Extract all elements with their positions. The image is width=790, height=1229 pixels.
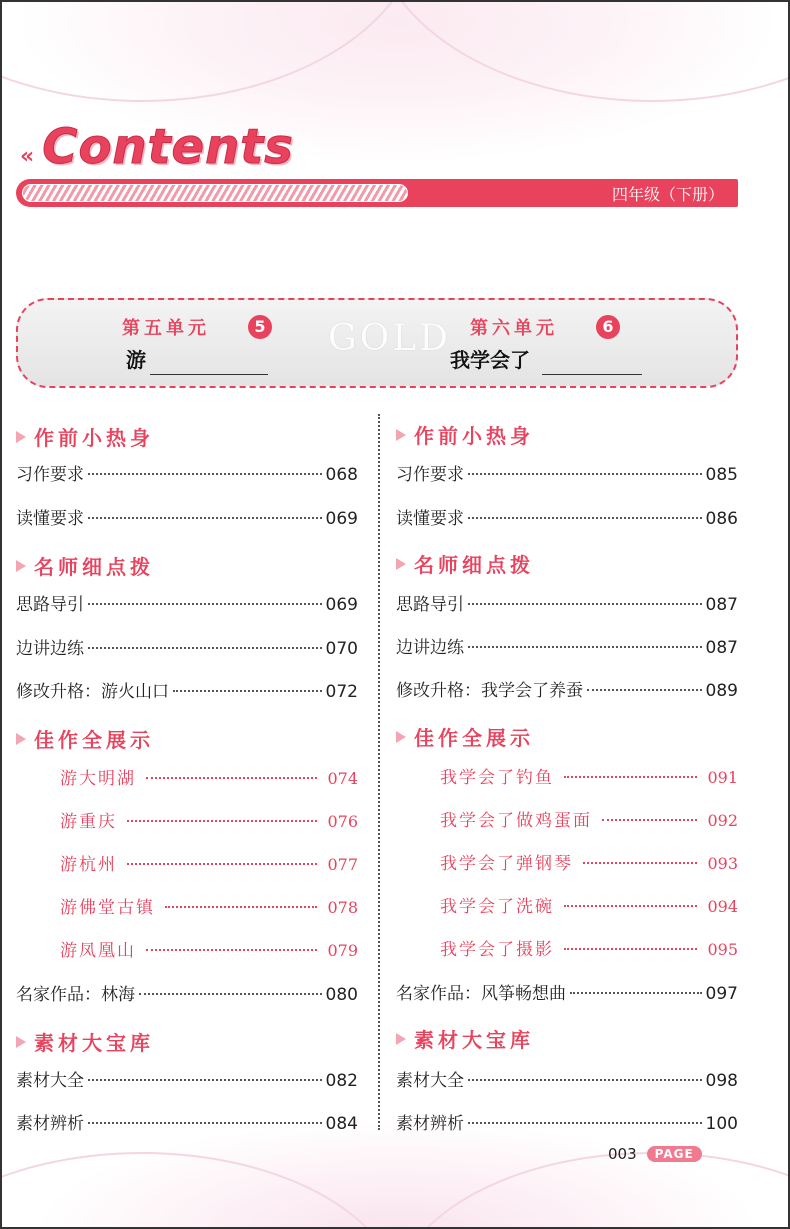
section-heading: 名师细点拨: [396, 549, 534, 578]
triangle-bullet-icon: [396, 429, 406, 441]
page-number: 003: [608, 1145, 637, 1163]
decorative-arc: [0, 0, 422, 102]
header-bar: [16, 179, 738, 207]
toc-entry[interactable]: 边讲边练 070: [16, 639, 358, 659]
toc-subentry[interactable]: 游大明湖 074: [60, 769, 358, 789]
column-divider: [378, 414, 380, 1130]
section-heading: 名师细点拨: [16, 551, 154, 580]
toc-entry[interactable]: 读懂要求 069: [16, 509, 358, 529]
page-title: Contents: [42, 119, 294, 175]
section-heading: 佳作全展示: [16, 724, 154, 753]
toc-entry[interactable]: 素材辨析 100: [396, 1114, 738, 1134]
section-heading: 素材大宝库: [16, 1027, 154, 1056]
toc-subentry[interactable]: 我学会了洗碗 094: [440, 897, 738, 917]
triangle-bullet-icon: [16, 1036, 26, 1048]
triangle-bullet-icon: [396, 558, 406, 570]
triangle-bullet-icon: [16, 431, 26, 443]
gold-watermark: GOLD: [328, 318, 452, 359]
unit-five-underline: [150, 374, 268, 375]
toc-entry[interactable]: 修改升格：我学会了养蚕 089: [396, 681, 738, 701]
toc-subentry[interactable]: 游杭州 077: [60, 855, 358, 875]
toc-entry[interactable]: 习作要求 085: [396, 465, 738, 485]
unit-six-underline: [542, 374, 642, 375]
toc-entry[interactable]: 习作要求 068: [16, 465, 358, 485]
section-heading: 作前小热身: [396, 420, 534, 449]
triangle-bullet-icon: [396, 731, 406, 743]
toc-entry[interactable]: 名家作品：林海 080: [16, 985, 358, 1005]
toc-subentry[interactable]: 我学会了摄影 095: [440, 940, 738, 960]
grade-label: 四年级（下册）: [611, 185, 724, 204]
toc-entry[interactable]: 修改升格：游火山口 072: [16, 682, 358, 702]
toc-subentry[interactable]: 我学会了钓鱼 091: [440, 768, 738, 788]
page-footer: [608, 1145, 702, 1163]
section-heading: 素材大宝库: [396, 1024, 534, 1053]
toc-subentry[interactable]: 我学会了弹钢琴 093: [440, 854, 738, 874]
unit-five-number: 5: [248, 315, 272, 339]
unit-six-topic: 我学会了: [450, 348, 530, 372]
contents-heading: [20, 112, 294, 182]
decorative-arc: [0, 1152, 402, 1229]
striped-progress-decoration: [22, 184, 408, 202]
toc-subentry[interactable]: 游重庆 076: [60, 812, 358, 832]
toc-entry[interactable]: 素材大全 082: [16, 1071, 358, 1091]
triangle-bullet-icon: [16, 560, 26, 572]
unit-five-topic: 游: [126, 348, 146, 372]
toc-entry[interactable]: 素材辨析 084: [16, 1114, 358, 1134]
toc-entry[interactable]: 边讲边练 087: [396, 638, 738, 658]
unit-six-number: 6: [596, 315, 620, 339]
toc-subentry[interactable]: 游凤凰山 079: [60, 941, 358, 961]
toc-entry[interactable]: 素材大全 098: [396, 1071, 738, 1091]
toc-entry[interactable]: 名家作品：风筝畅想曲 097: [396, 984, 738, 1004]
unit-five-label: 第五单元: [122, 318, 210, 339]
toc-subentry[interactable]: 我学会了做鸡蛋面 092: [440, 811, 738, 831]
double-chevron-icon: «: [20, 143, 35, 169]
page-badge: PAGE: [647, 1146, 702, 1162]
decorative-arc: [392, 1152, 790, 1229]
section-heading: 佳作全展示: [396, 722, 534, 751]
decorative-arc: [372, 0, 790, 102]
triangle-bullet-icon: [396, 1033, 406, 1045]
unit-banner: [16, 298, 738, 388]
toc-entry[interactable]: 思路导引 069: [16, 595, 358, 615]
toc-entry[interactable]: 读懂要求 086: [396, 509, 738, 529]
toc-subentry[interactable]: 游佛堂古镇 078: [60, 898, 358, 918]
triangle-bullet-icon: [16, 733, 26, 745]
unit-six-label: 第六单元: [470, 318, 558, 339]
toc-entry[interactable]: 思路导引 087: [396, 595, 738, 615]
section-heading: 作前小热身: [16, 422, 154, 451]
